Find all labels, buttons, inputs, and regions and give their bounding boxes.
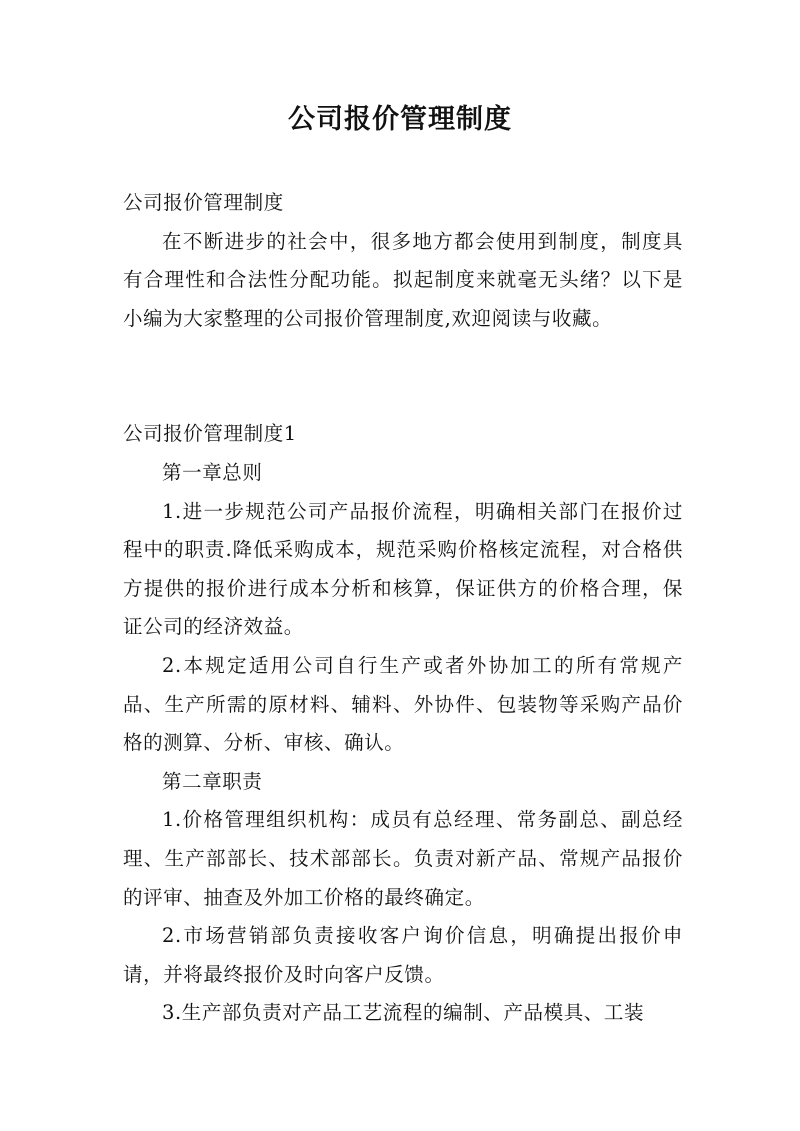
document-body (123, 184, 683, 1033)
chapter1-item-1: 1.进一步规范公司产品报价流程，明确相关部门在报价过程中的职责.降低采购成本，规范采购价格核定流程，对合格供方提供的报价进行成本分析和核算，保证供方的价格合理，保证公司的经济效益。 (123, 499, 683, 639)
chapter1-item-2: 2.本规定适用公司自行生产或者外协加工的所有常规产品、生产所需的原材料、辅料、外协件、包装物等采购产品价格的测算、分析、审核、确认。 (123, 653, 683, 755)
intro-heading: 公司报价管理制度 (123, 191, 284, 214)
section-spacer (123, 338, 683, 415)
chapter-title: 第二章职责 (162, 769, 263, 793)
chapter2-item-2: 2.市场营销部负责接收客户询价信息，明确提出报价申请，并将最终报价及时向客户反馈。 (123, 924, 683, 986)
intro-paragraph: 在不断进步的社会中，很多地方都会使用到制度，制度具有合理性和合法性分配功能。拟起制度来就毫无头绪？以下是小编为大家整理的公司报价管理制度,欢迎阅读与收藏。 (123, 229, 683, 330)
document-title: 公司报价管理制度 (288, 104, 512, 135)
chapter2-item-1: 1.价格管理组织机构：成员有总经理、常务副总、副总经理、生产部部长、技术部部长。负责对新产品、常规产品报价的评审、抽查及外加工价格的最终确定。 (123, 808, 683, 909)
section-heading: 公司报价管理制度1 (123, 422, 297, 446)
chapter-title: 第一章总则 (162, 460, 263, 484)
chapter2-item-3: 3.生产部负责对产品工艺流程的编制、产品模具、工装 (162, 1001, 645, 1025)
